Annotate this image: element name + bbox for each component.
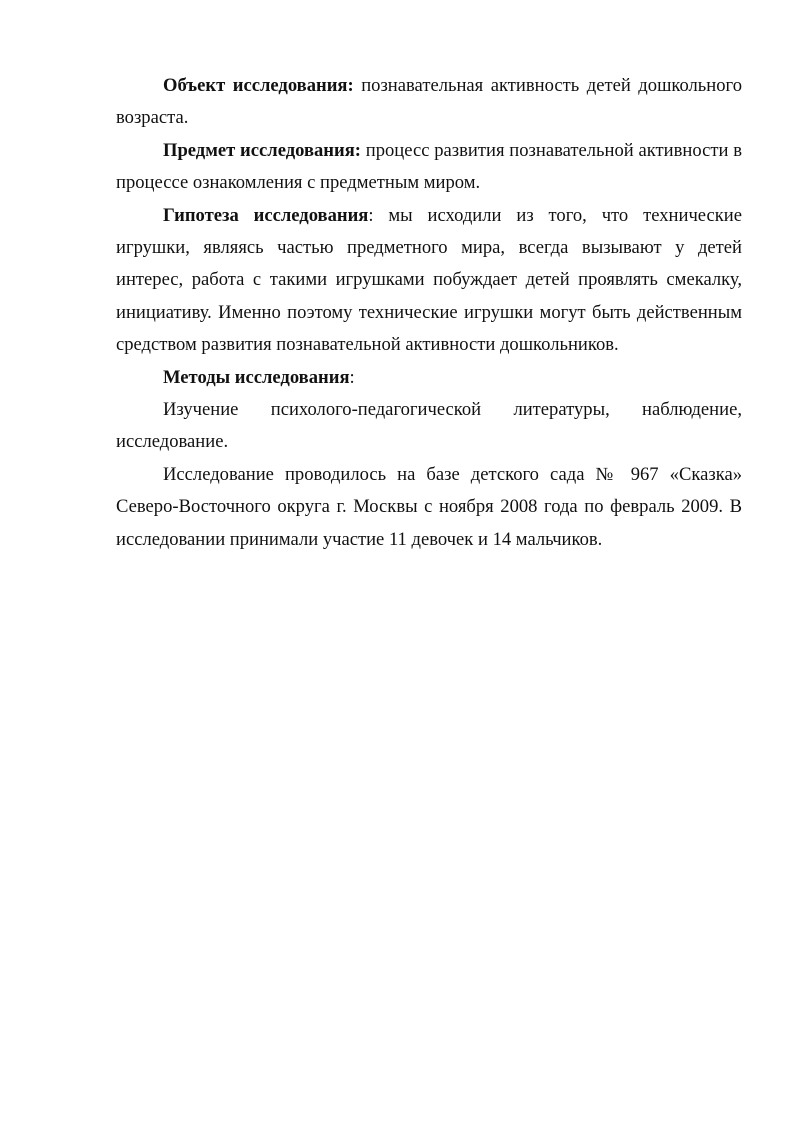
object-text: познавательная активность детей дошкольного возраста. [116, 75, 742, 129]
methods-list-text: Изучение психолого-педагогической литературы, наблюдение, исследование. [116, 399, 742, 453]
paragraph-object [116, 70, 742, 135]
subject-text: процесс развития познавательной активности в процессе ознакомления с предметным миром. [116, 139, 742, 194]
paragraph-hypothesis [116, 200, 742, 362]
paragraph-subject [116, 135, 742, 200]
research-base-text: Исследование проводилось на базе детского сада № 967 «Сказка» Северо-Восточного округа г. Москвы с ноября 2008 года по февраль 2009. В исследовании принимали участие 11 девочек и 14 мальчиков. [116, 463, 742, 550]
methods-label: Методы исследования [163, 366, 350, 388]
paragraph-research-base [116, 459, 742, 556]
subject-label: Предмет исследования: [163, 139, 361, 161]
paragraph-methods-list [116, 394, 742, 459]
methods-colon: : [349, 366, 355, 388]
paragraph-methods [116, 362, 742, 394]
object-label: Объект исследования: [163, 75, 354, 96]
hypothesis-label: Гипотеза исследования [163, 204, 369, 226]
document-body [116, 70, 742, 556]
hypothesis-text: : мы исходили из того, что технические игрушки, являясь частью предметного мира, всегда вызывают у детей интерес, работа с такими игрушками побуждает детей проявлять смекалку, инициативу. Именно поэтому технические игрушки могут быть действенным средством развития познавательной активности дошкольников. [116, 204, 743, 356]
